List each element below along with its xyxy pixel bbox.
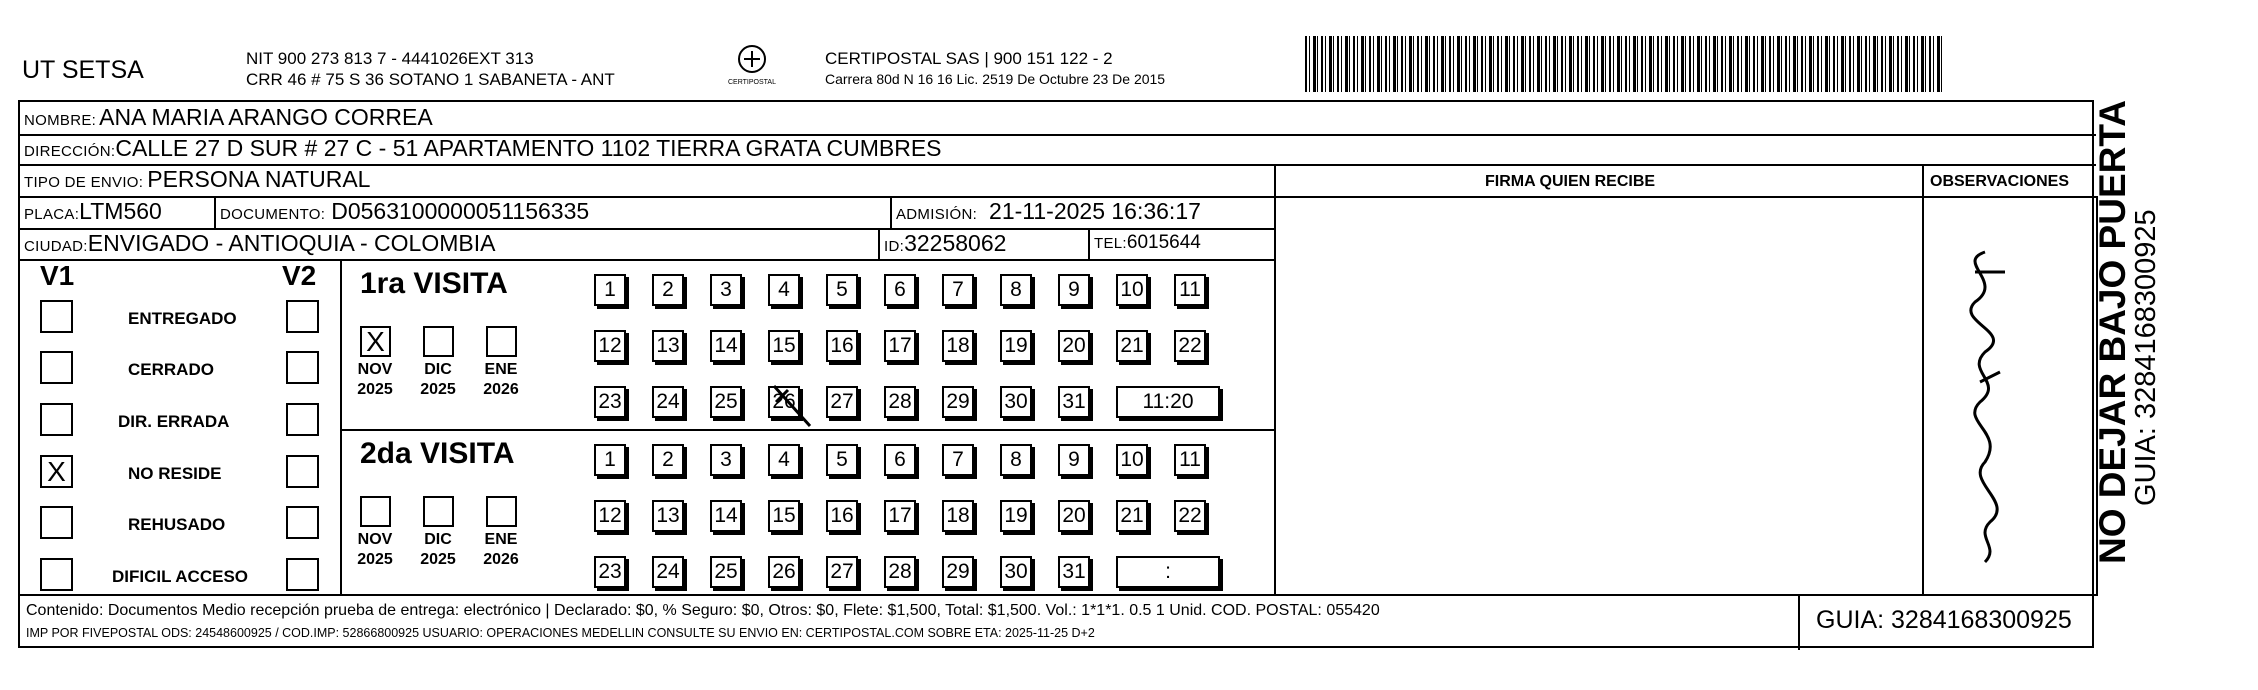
day-box[interactable]: 13 <box>652 500 684 532</box>
day-box[interactable]: 11 <box>1174 444 1206 476</box>
day-box[interactable]: 26 <box>768 386 800 418</box>
status-label: DIR. ERRADA <box>118 412 230 431</box>
day-box[interactable]: 13 <box>652 330 684 362</box>
address-row: DIRECCIÓN:CALLE 27 D SUR # 27 C - 51 APARTAMENTO 1102 TIERRA GRATA CUMBRES <box>24 135 942 161</box>
delivery-form <box>18 100 2094 648</box>
day-box[interactable]: 9 <box>1058 274 1090 306</box>
company-nit: NIT 900 273 813 7 - 4441026EXT 313 <box>246 49 534 68</box>
day-box[interactable]: 23 <box>594 556 626 588</box>
day-box[interactable]: 28 <box>884 386 916 418</box>
tel-field: TEL:6015644 <box>1094 232 1201 253</box>
barcode <box>1305 36 1945 92</box>
guia-footer: GUIA: 3284168300925 <box>1816 606 2072 634</box>
status-v1-checkbox[interactable]: X <box>40 455 73 488</box>
status-v1-checkbox[interactable] <box>40 506 73 539</box>
day-box[interactable]: 22 <box>1174 500 1206 532</box>
day-box[interactable]: 5 <box>826 274 858 306</box>
day-box[interactable]: 5 <box>826 444 858 476</box>
status-v1-checkbox[interactable] <box>40 558 73 591</box>
day-box[interactable]: 14 <box>710 330 742 362</box>
day-box[interactable]: 1 <box>594 444 626 476</box>
day-box[interactable]: 31 <box>1058 556 1090 588</box>
day-box[interactable]: 6 <box>884 444 916 476</box>
day-box[interactable]: 10 <box>1116 274 1148 306</box>
day-box[interactable]: 18 <box>942 500 974 532</box>
month-label: ENE 2026 <box>483 361 519 398</box>
v1-header: V1 <box>40 260 75 291</box>
status-label: DIFICIL ACCESO <box>112 567 249 586</box>
day-box[interactable]: 1 <box>594 274 626 306</box>
status-v1-checkbox[interactable] <box>40 403 73 436</box>
visit-title: 1ra VISITA <box>360 267 508 300</box>
month-checkbox[interactable] <box>360 496 391 527</box>
day-box[interactable]: 16 <box>826 330 858 362</box>
day-box[interactable]: 4 <box>768 444 800 476</box>
no-dejar-warning: NO DEJAR BAJO PUERTA <box>2092 100 2133 564</box>
day-box[interactable]: 27 <box>826 386 858 418</box>
day-box[interactable]: 17 <box>884 500 916 532</box>
contents-text: Contenido: Documentos Medio recepción prueba de entrega: electrónico | Declarado: $0, % Seguro: $0, Otros: $0, Flete: $1,500, Total: $1,500. Vol.: 1*1*1. 0.5 1 Unid. COD. POSTAL: 055420 <box>26 602 1380 619</box>
day-box[interactable]: 7 <box>942 444 974 476</box>
month-checkbox[interactable]: X <box>360 326 391 357</box>
day-box[interactable]: 8 <box>1000 444 1032 476</box>
admission-field: ADMISIÓN: 21-11-2025 16:36:17 <box>896 198 1201 224</box>
day-box[interactable]: 19 <box>1000 500 1032 532</box>
imp-text: IMP POR FIVEPOSTAL ODS: 24548600925 / COD.IMP: 52866800925 USUARIO: OPERACIONES MEDELLIN CONSULTE SU ENVIO EN: CERTIPOSTAL.COM SOBRE ETA: 2025-11-25 D+2 <box>26 626 1095 640</box>
city-field: CIUDAD:ENVIGADO - ANTIOQUIA - COLOMBIA <box>24 230 496 256</box>
month-checkbox[interactable] <box>486 326 517 357</box>
plate-field: PLACA:LTM560 <box>24 198 162 224</box>
month-checkbox[interactable] <box>486 496 517 527</box>
day-box[interactable]: 11 <box>1174 274 1206 306</box>
day-box[interactable]: 21 <box>1116 330 1148 362</box>
day-box[interactable]: 2 <box>652 444 684 476</box>
status-v2-checkbox[interactable] <box>286 558 319 591</box>
month-label: DIC 2025 <box>420 531 456 568</box>
day-box[interactable]: 20 <box>1058 330 1090 362</box>
signature-scribble <box>1945 232 2025 572</box>
day-box[interactable]: 12 <box>594 330 626 362</box>
day-box[interactable]: 16 <box>826 500 858 532</box>
day-box[interactable]: 26 <box>768 556 800 588</box>
status-v1-checkbox[interactable] <box>40 300 73 333</box>
svg-text:CERTIPOSTAL: CERTIPOSTAL <box>728 79 776 86</box>
status-v2-checkbox[interactable] <box>286 351 319 384</box>
day-26-mark <box>770 382 830 432</box>
month-label: DIC 2025 <box>420 361 456 398</box>
day-box[interactable]: 15 <box>768 330 800 362</box>
month-label: NOV 2025 <box>357 361 393 398</box>
day-box[interactable]: 20 <box>1058 500 1090 532</box>
side-guia: GUIA: 3284168300925 <box>2130 209 2162 506</box>
time-box[interactable]: : <box>1116 556 1220 588</box>
month-checkbox[interactable] <box>423 326 454 357</box>
status-v2-checkbox[interactable] <box>286 300 319 333</box>
day-box[interactable]: 14 <box>710 500 742 532</box>
month-checkbox[interactable] <box>423 496 454 527</box>
carrier-name: CERTIPOSTAL SAS | 900 151 122 - 2 <box>825 49 1113 68</box>
status-label: ENTREGADO <box>128 309 237 328</box>
day-box[interactable]: 3 <box>710 444 742 476</box>
month-label: NOV 2025 <box>357 531 393 568</box>
observations-header: OBSERVACIONES <box>1930 173 2069 190</box>
day-box[interactable]: 24 <box>652 386 684 418</box>
day-box[interactable]: 25 <box>710 386 742 418</box>
day-box[interactable]: 4 <box>768 274 800 306</box>
status-label: CERRADO <box>128 360 214 379</box>
status-v1-checkbox[interactable] <box>40 351 73 384</box>
status-v2-checkbox[interactable] <box>286 506 319 539</box>
document-field: DOCUMENTO: D0563100000051156335 <box>220 198 590 224</box>
status-label: NO RESIDE <box>128 464 222 483</box>
day-box[interactable]: 25 <box>710 556 742 588</box>
day-box[interactable]: 27 <box>826 556 858 588</box>
day-box[interactable]: 3 <box>710 274 742 306</box>
day-box[interactable]: 8 <box>1000 274 1032 306</box>
name-row: NOMBRE: ANA MARIA ARANGO CORREA <box>24 104 433 130</box>
v2-header: V2 <box>282 260 317 291</box>
carrier-license: Carrera 80d N 16 16 Lic. 2519 De Octubre 23 De 2015 <box>825 71 1166 87</box>
day-box[interactable]: 30 <box>1000 556 1032 588</box>
day-box[interactable]: 17 <box>884 330 916 362</box>
day-box[interactable]: 2 <box>652 274 684 306</box>
day-box[interactable]: 24 <box>652 556 684 588</box>
month-label: ENE 2026 <box>483 531 519 568</box>
day-box[interactable]: 28 <box>884 556 916 588</box>
company-name: UT SETSA <box>22 56 144 84</box>
day-box[interactable]: 18 <box>942 330 974 362</box>
status-v2-checkbox[interactable] <box>286 403 319 436</box>
day-box[interactable]: 23 <box>594 386 626 418</box>
signature-header: FIRMA QUIEN RECIBE <box>1485 173 1656 190</box>
visit-title: 2da VISITA <box>360 437 515 470</box>
certipostal-logo <box>722 42 782 92</box>
day-box[interactable]: 29 <box>942 386 974 418</box>
day-box[interactable]: 30 <box>1000 386 1032 418</box>
day-box[interactable]: 9 <box>1058 444 1090 476</box>
day-box[interactable]: 22 <box>1174 330 1206 362</box>
day-box[interactable]: 12 <box>594 500 626 532</box>
day-box[interactable]: 6 <box>884 274 916 306</box>
day-box[interactable]: 29 <box>942 556 974 588</box>
status-label: REHUSADO <box>128 515 226 534</box>
day-box[interactable]: 19 <box>1000 330 1032 362</box>
company-address: CRR 46 # 75 S 36 SOTANO 1 SABANETA - ANT <box>246 70 615 89</box>
id-field: ID:32258062 <box>884 230 1007 256</box>
status-v2-checkbox[interactable] <box>286 455 319 488</box>
day-box[interactable]: 31 <box>1058 386 1090 418</box>
day-box[interactable]: 15 <box>768 500 800 532</box>
day-box[interactable]: 7 <box>942 274 974 306</box>
time-box[interactable]: 11:20 <box>1116 386 1220 418</box>
day-box[interactable]: 10 <box>1116 444 1148 476</box>
shipment-type-row: TIPO DE ENVIO: PERSONA NATURAL <box>24 166 371 192</box>
day-box[interactable]: 21 <box>1116 500 1148 532</box>
